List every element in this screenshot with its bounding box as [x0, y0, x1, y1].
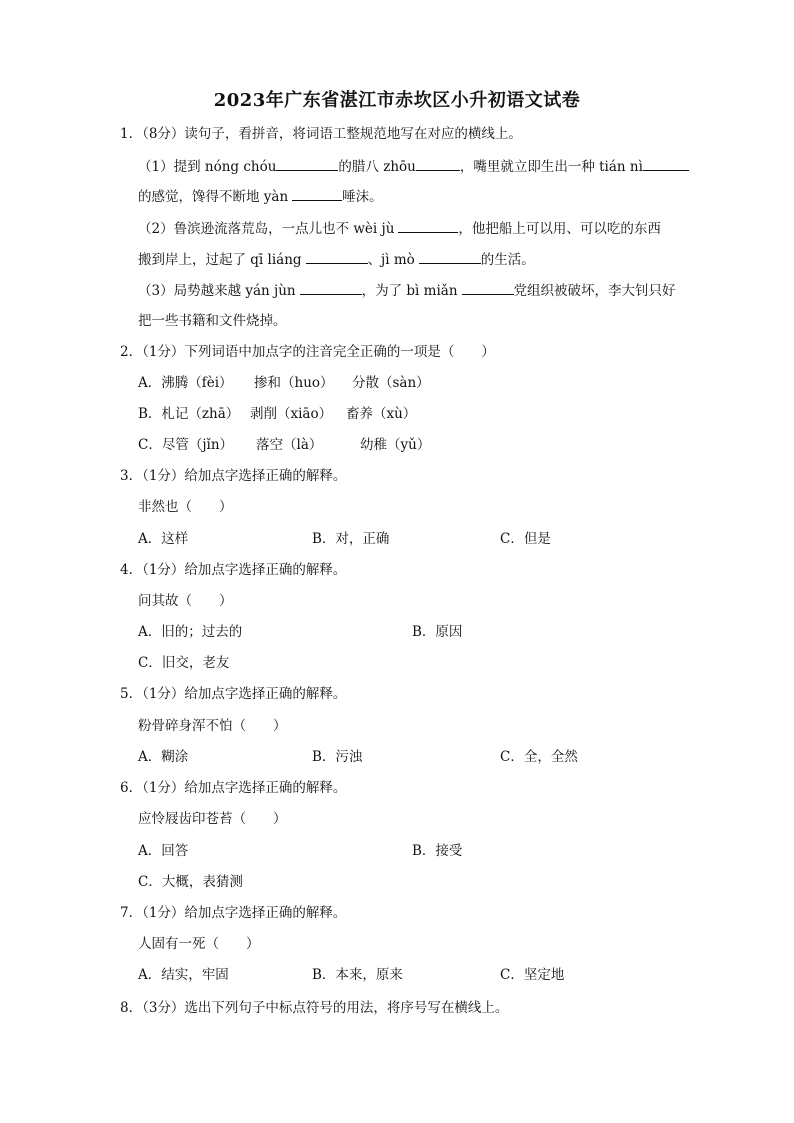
q4-heading: 4．（1分）给加点字选择正确的解释。: [120, 562, 347, 578]
answer-blank[interactable]: [300, 280, 362, 295]
answer-blank[interactable]: [292, 186, 342, 201]
q3-option-c[interactable]: C．但是: [500, 531, 551, 547]
q1-sentence-1-line-1: [138, 156, 689, 177]
answer-blank[interactable]: [276, 156, 338, 171]
q7-option-c[interactable]: C．坚定地: [500, 967, 565, 983]
q4-option-b[interactable]: B．原因: [412, 624, 463, 640]
q4-option-a[interactable]: A．旧的；过去的: [138, 624, 243, 640]
q2-option-b-1[interactable]: B．札记（zhā）: [138, 406, 240, 422]
q4-option-c[interactable]: C．旧交，老友: [138, 655, 230, 671]
answer-blank[interactable]: [398, 218, 458, 233]
q6-option-a[interactable]: A．回答: [138, 843, 189, 859]
q6-stem: 应怜屐齿印苍苔（ ）: [138, 811, 287, 827]
q7-heading: 7．（1分）给加点字选择正确的解释。: [120, 905, 347, 921]
q5-stem: 粉骨碎身浑不怕（ ）: [138, 718, 287, 734]
q2-option-a-2: 掺和（huo）: [254, 375, 334, 391]
q3-stem: 非然也（ ）: [138, 499, 233, 515]
q5-option-a[interactable]: A．糊涂: [138, 749, 189, 765]
answer-blank[interactable]: [462, 280, 514, 295]
q1-p3-text-c: 党组织被破坏，李大钊只好: [513, 283, 676, 299]
q1-p1-text-a: （1）提到 nóng chóu: [138, 159, 277, 175]
q4-stem: 问其故（ ）: [138, 593, 233, 609]
answer-blank[interactable]: [419, 249, 481, 264]
q1-sentence-1-line-2: [138, 186, 383, 207]
q1-p2-text-d: 、jì mò: [367, 252, 415, 268]
q1-p3-text-a: （3）局势越来越 yán jùn: [138, 283, 296, 299]
q2-heading: 2．（1分）下列词语中加点字的注音完全正确的一项是（ ）: [120, 344, 495, 360]
q1-sentence-3-line-1: [138, 280, 676, 301]
q8-heading: 8．（3分）选出下列句子中标点符号的用法，将序号写在横线上。: [120, 1000, 509, 1016]
q2-option-c-1[interactable]: C．尽管（jǐn）: [138, 437, 234, 453]
q6-option-b[interactable]: B．接受: [412, 843, 463, 859]
q1-p2-text-b: ，他把船上可以用、可以吃的东西: [458, 221, 661, 237]
q5-option-b[interactable]: B．污浊: [312, 749, 363, 765]
q1-p2-text-c: 搬到岸上，过起了 qī liáng: [138, 252, 302, 268]
q5-heading: 5．（1分）给加点字选择正确的解释。: [120, 686, 347, 702]
q1-p3-text-b: ，为了 bì miǎn: [361, 283, 458, 299]
q2-option-a-1[interactable]: A．沸腾（fèi）: [138, 375, 233, 391]
q7-option-b[interactable]: B．本来，原来: [312, 967, 403, 983]
exam-title: 2023年广东省湛江市赤坎区小升初语文试卷: [213, 90, 581, 111]
q3-heading: 3．（1分）给加点字选择正确的解释。: [120, 468, 347, 484]
answer-blank[interactable]: [643, 156, 689, 171]
q7-option-a[interactable]: A．结实，牢固: [138, 967, 229, 983]
q7-stem: 人固有一死（ ）: [138, 936, 260, 952]
answer-blank[interactable]: [416, 156, 460, 171]
q3-option-a[interactable]: A．这样: [138, 531, 189, 547]
q1-sentence-3-line-2: 把一些书籍和文件烧掉。: [138, 313, 287, 329]
q1-p1-text-b: 的腊八 zhōu: [338, 159, 416, 175]
q1-sentence-2-line-2: [138, 249, 535, 270]
q1-p2-text-e: 的生活。: [480, 252, 535, 268]
q1-heading: 1．（8分）读句子，看拼音，将词语工整规范地写在对应的横线上。: [120, 126, 522, 142]
q1-sentence-2-line-1: [138, 218, 661, 239]
answer-blank[interactable]: [306, 249, 368, 264]
q1-p1-text-c: ，嘴里就立即生出一种 tián nì: [459, 159, 643, 175]
q6-heading: 6．（1分）给加点字选择正确的解释。: [120, 780, 347, 796]
q1-p2-text-a: （2）鲁滨逊流落荒岛，一点儿也不 wèi jù: [138, 221, 395, 237]
q2-option-c-2: 落空（là）: [256, 437, 323, 453]
q2-option-a-3: 分散（sàn）: [352, 375, 430, 391]
q2-option-c-3: 幼稚（yǔ）: [360, 437, 431, 453]
q1-p1-text-d: 的感觉，馋得不断地 yàn: [138, 189, 289, 205]
q3-option-b[interactable]: B．对，正确: [312, 531, 390, 547]
q6-option-c[interactable]: C．大概，表猜测: [138, 874, 243, 890]
q5-option-c[interactable]: C．全，全然: [500, 749, 578, 765]
q2-option-b-3: 畜养（xù）: [346, 406, 417, 422]
q1-p1-text-e: 唾沫。: [342, 189, 383, 205]
q2-option-b-2: 剥削（xiāo）: [250, 406, 333, 422]
